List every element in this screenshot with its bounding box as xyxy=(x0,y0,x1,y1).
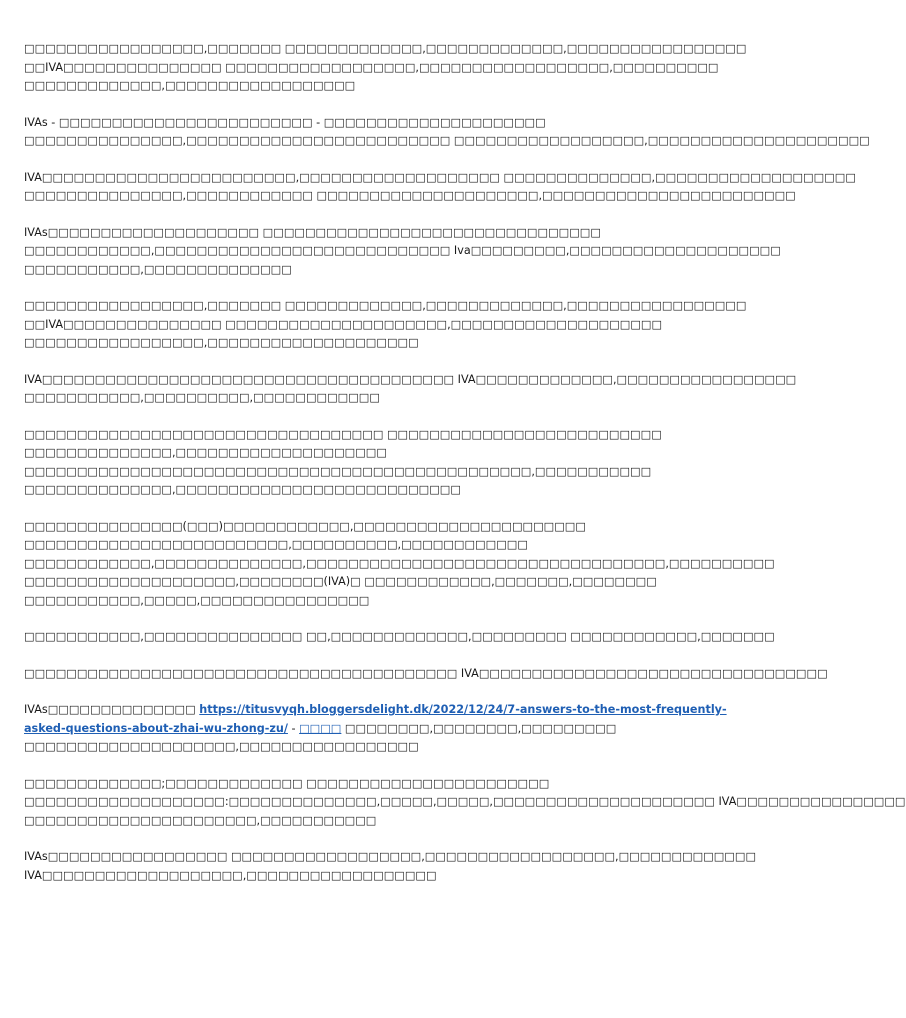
paragraph-6 xyxy=(24,371,797,408)
text-line: □□□□□□□□□□□□□;□□□□□□□□□□□□□ □□□□□□□□□□□□□□□□□□□□□□□ xyxy=(24,776,550,790)
paragraph-8 xyxy=(24,518,775,611)
text-line: IVA□□□□□□□□□□□□□□□□□□□□□□□□,□□□□□□□□□□□□□□□□□□□ □□□□□□□□□□□□□□,□□□□□□□□□□□□□□□□□□□ xyxy=(24,170,856,184)
secondary-link[interactable]: □□□□ xyxy=(299,721,342,735)
article-link-continued[interactable]: asked-questions-about-zhai-wu-zhong-zu/ xyxy=(24,721,288,735)
text-line: □□□□□□□□□□□□□□□□□□□□,□□□□□□□□□□□□□□□□□ xyxy=(24,740,419,753)
text-line: IVA□□□□□□□□□□□□□□□□□□□,□□□□□□□□□□□□□□□□□□ xyxy=(24,868,437,882)
paragraph-5 xyxy=(24,297,747,353)
text-line: □□IVA□□□□□□□□□□□□□□□ □□□□□□□□□□□□□□□□□□,□□□□□□□□□□□□□□□□□□,□□□□□□□□□□ xyxy=(24,60,719,74)
link-separator: - xyxy=(287,721,300,735)
text-line: □□□□□□□□□□□,□□□□□,□□□□□□□□□□□□□□□□ xyxy=(24,593,370,607)
text-line: □□□□□□□□□□□□□□□□□□□:□□□□□□□□□□□□□□,□□□□□,□□□□□,□□□□□□□□□□□□□□□□□□□□□ IVA□□□□□□□□□□□□□□□□ xyxy=(24,795,906,808)
text-line: IVAs - □□□□□□□□□□□□□□□□□□□□□□□□ - □□□□□□□□□□□□□□□□□□□□□ xyxy=(24,115,546,129)
text-line: □□□□□□□□□□□,□□□□□□□□□□□□□□□ □□,□□□□□□□□□□□□□,□□□□□□□□□ □□□□□□□□□□□□,□□□□□□□ xyxy=(24,630,775,643)
text-line: □□IVA□□□□□□□□□□□□□□□ □□□□□□□□□□□□□□□□□□□□□,□□□□□□□□□□□□□□□□□□□□ xyxy=(24,317,663,331)
paragraph-12 xyxy=(24,775,906,831)
paragraph-13 xyxy=(24,848,757,885)
text-line: □□□□□□□□□□□□□,□□□□□□□□□□□□□□□□□□ xyxy=(24,79,356,92)
text-line: □□□□□□□□□□□□□□□□□□□□,□□□□□□□□(IVA)□ □□□□□□□□□□□□,□□□□□□□,□□□□□□□□ xyxy=(24,575,657,588)
paragraph-1 xyxy=(24,40,747,96)
text-line: □□□□□□□□□□□□□□,□□□□□□□□□□□□□□□□□□□□□□□□□□□ xyxy=(24,483,461,496)
text-line: IVAs□□□□□□□□□□□□□□□□□ □□□□□□□□□□□□□□□□□□,□□□□□□□□□□□□□□□□□□,□□□□□□□□□□□□□ xyxy=(24,850,757,863)
text-line: □□□□□□□□□□□□□□□(□□□)□□□□□□□□□□□□,□□□□□□□□□□□□□□□□□□□□□□ xyxy=(24,519,586,533)
text-line: □□□□□□□□□□□□□□□□□,□□□□□□□ □□□□□□□□□□□□□,□□□□□□□□□□□□□,□□□□□□□□□□□□□□□□□ xyxy=(24,42,747,55)
paragraph-4 xyxy=(24,224,781,280)
paragraph-7 xyxy=(24,426,696,500)
paragraph-3 xyxy=(24,169,856,206)
text-line: □□□□□□□□□□□□□□□□□□□□□□,□□□□□□□□□□□ xyxy=(24,813,377,827)
article-link[interactable]: https://titusvyqh.bloggersdelight.dk/2022/12/24/7-answers-to-the-most-frequently- xyxy=(199,703,727,716)
paragraph-2 xyxy=(24,114,870,151)
paragraph-link xyxy=(24,701,727,757)
text-line: □□□□□□□□□□□□□□□□□□□□□□□□□,□□□□□□□□□□,□□□□□□□□□□□□ xyxy=(24,538,528,551)
text-line: □□□□□□□□□□□□,□□□□□□□□□□□□□□□□□□□□□□□□□□□□ Iva□□□□□□□□□,□□□□□□□□□□□□□□□□□□□□ xyxy=(24,244,781,257)
text-line: □□□□□□□□□□□,□□□□□□□□□□,□□□□□□□□□□□□ xyxy=(24,391,380,404)
text-line: □□□□□□□□□□□□,□□□□□□□□□□□□□□,□□□□□□□□□□□□□□□□□□□□□□□□□□□□□□□□□□,□□□□□□□□□□ xyxy=(24,556,775,570)
text-line-with-link xyxy=(24,701,727,720)
paragraph-9 xyxy=(24,628,775,647)
paragraph-10 xyxy=(24,665,828,684)
text-line-with-link xyxy=(24,720,696,739)
text-line: IVAs□□□□□□□□□□□□□□□□□□□□ □□□□□□□□□□□□□□□□□□□□□□□□□□□□□□□□ xyxy=(24,225,601,239)
text-line: □□□□□□□□□□□□□□□□□□□□□□□□□□□□□□□□□□□□□□□□□□□□□□□□,□□□□□□□□□□□ xyxy=(24,464,652,478)
text-line: □□□□□□□□□□□□□□□□□,□□□□□□□□□□□□□□□□□□□□ xyxy=(24,336,419,349)
text-line: □□□□□□□□□□□□□□□□□□□□□□□□□□□□□□□□□□□□□□□□□ IVA□□□□□□□□□□□□□□□□□□□□□□□□□□□□□□□□□ xyxy=(24,666,828,680)
link-prefix-text: IVAs□□□□□□□□□□□□□□ xyxy=(24,703,200,716)
text-line: □□□□□□□□□□□□□□□,□□□□□□□□□□□□ □□□□□□□□□□□□□□□□□□□□□,□□□□□□□□□□□□□□□□□□□□□□□□ xyxy=(24,189,796,202)
text-line: □□□□□□□□□□□□□□□□□□□□□□□□□□□□□□□□□□ □□□□□□□□□□□□□□□□□□□□□□□□□□ xyxy=(24,427,662,441)
link-suffix-text: □□□□□□□□,□□□□□□□□,□□□□□□□□□ xyxy=(341,721,617,735)
text-line: IVA□□□□□□□□□□□□□□□□□□□□□□□□□□□□□□□□□□□□□□□ IVA□□□□□□□□□□□□□,□□□□□□□□□□□□□□□□□ xyxy=(24,372,797,386)
text-line: □□□□□□□□□□□□□□□,□□□□□□□□□□□□□□□□□□□□□□□□□ □□□□□□□□□□□□□□□□□□,□□□□□□□□□□□□□□□□□□□□□ xyxy=(24,134,870,147)
text-line: □□□□□□□□□□□□□□,□□□□□□□□□□□□□□□□□□□□ xyxy=(24,446,387,459)
text-line: □□□□□□□□□□□,□□□□□□□□□□□□□□ xyxy=(24,262,292,276)
text-line: □□□□□□□□□□□□□□□□□,□□□□□□□ □□□□□□□□□□□□□,□□□□□□□□□□□□□,□□□□□□□□□□□□□□□□□ xyxy=(24,299,747,312)
